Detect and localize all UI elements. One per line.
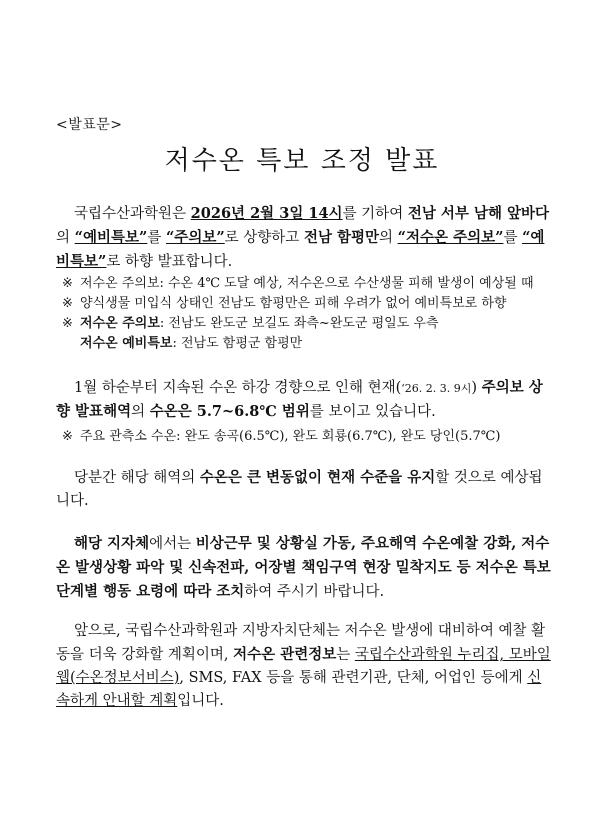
text: 를	[503, 230, 523, 246]
note-line	[62, 427, 562, 447]
text: 의	[379, 230, 398, 246]
temperature-highlight: 수온은 5.7~6.8℃ 범위	[149, 403, 310, 420]
text: 를	[147, 230, 166, 246]
note-text: 양식생물 미입식 상태인 전남도 함평만은 피해 우려가 없어 예비특보로 하향	[80, 296, 507, 311]
text: 할 것으로 예상됩니다.	[56, 470, 543, 509]
text: 의	[131, 404, 150, 420]
text: 로 하향 발표합니다.	[106, 254, 233, 270]
reference-mark: ※	[62, 316, 73, 331]
text: 에서는	[149, 536, 196, 552]
note-text: : 전남도 완도군 보길도 좌측~완도군 평일도 우측	[159, 316, 439, 331]
text: 의	[56, 230, 75, 246]
note-line	[62, 334, 562, 354]
subject-highlight: 해당 지자체	[74, 535, 150, 552]
channel-underline: 국립수산과학원 누리집, 모바일 웹(수온정보서비스)	[56, 647, 551, 686]
note-label: 저수온 주의보	[80, 316, 160, 331]
paragraph-forecast	[56, 466, 552, 513]
text: 앞으로, 국립수산과학원과 지방자치단체는 저수온 발생에 대비하여 예찰 활동을 더욱 강화할 계획이며,	[56, 623, 546, 663]
plan-underline: 신속하게 안내할 계획	[56, 670, 542, 709]
note-line	[62, 314, 562, 334]
timestamp: ‘26. 2. 3. 9시	[401, 382, 472, 395]
text: 로 상향하고	[224, 230, 304, 246]
text: )	[471, 380, 482, 396]
reference-mark: ※	[62, 429, 73, 444]
text: 는	[336, 647, 355, 663]
note-line	[62, 294, 562, 314]
level-highlight: “예비특보”	[74, 229, 148, 246]
level-highlight: “주의보”	[165, 229, 225, 246]
region-highlight: 전남 함평만	[303, 229, 380, 246]
text: 당분간 해당 해역의	[74, 470, 200, 486]
text: 국립수산과학원은	[74, 206, 191, 222]
text: 하여 주시기 바랍니다.	[244, 584, 385, 600]
paragraph-special-report	[56, 202, 552, 274]
note-label: 저수온 예비특보	[80, 336, 173, 351]
note-text: 주요 관측소 수온: 완도 송곡(6.5℃), 완도 회룡(6.7℃), 완도 당인(5.7℃)	[80, 429, 501, 444]
paragraph-future-plan	[56, 620, 552, 713]
action-highlight: 비상근무 및 상황실 가동, 주요해역 수온예찰 강화, 저수온 발생상황 파악 및 신속전파, 어장별 책임구역 현장 밀착지도 등 저수온 특보 단계별 행동 요령에 따라 조치	[56, 535, 551, 600]
text: , SMS, FAX 등을 통해 관련기관, 단체, 어업인 등에게	[179, 670, 528, 686]
notes-block-2	[62, 427, 562, 447]
paragraph-local-government	[56, 532, 552, 604]
notes-block-1	[62, 274, 562, 354]
note-text: : 전남도 함평군 함평만	[172, 336, 303, 351]
note-text: 저수온 주의보: 수온 4℃ 도달 예상, 저수온으로 수산생물 피해 발생이 예상될 때	[80, 276, 534, 291]
text: 입니다.	[177, 693, 224, 709]
level-highlight: “예비특보”	[56, 229, 545, 270]
region-highlight: 주의보 상향 발표해역	[56, 379, 543, 420]
text: 를 보이고 있습니다.	[309, 404, 436, 420]
reference-mark: ※	[62, 276, 73, 291]
page-title: 저수온 특보 조정 발표	[164, 146, 440, 176]
text: 1월 하순부터 지속된 수온 하강 경향으로 인해 현재(	[74, 380, 402, 396]
note-line	[62, 274, 562, 294]
region-highlight: 전남 서부 남해 앞바다	[407, 205, 550, 222]
level-highlight: “저수온 주의보”	[397, 229, 504, 246]
forecast-highlight: 수온은 큰 변동없이 현재 수준을 유지	[199, 469, 436, 486]
text: 를 기하여	[342, 206, 408, 222]
announcement-label: <발표문>	[56, 117, 123, 133]
date-highlight: 2026년 2월 3일 14시	[190, 205, 343, 222]
reference-mark: ※	[62, 296, 73, 311]
info-highlight: 저수온 관련정보	[233, 646, 337, 663]
paragraph-current-temperature	[56, 376, 552, 424]
